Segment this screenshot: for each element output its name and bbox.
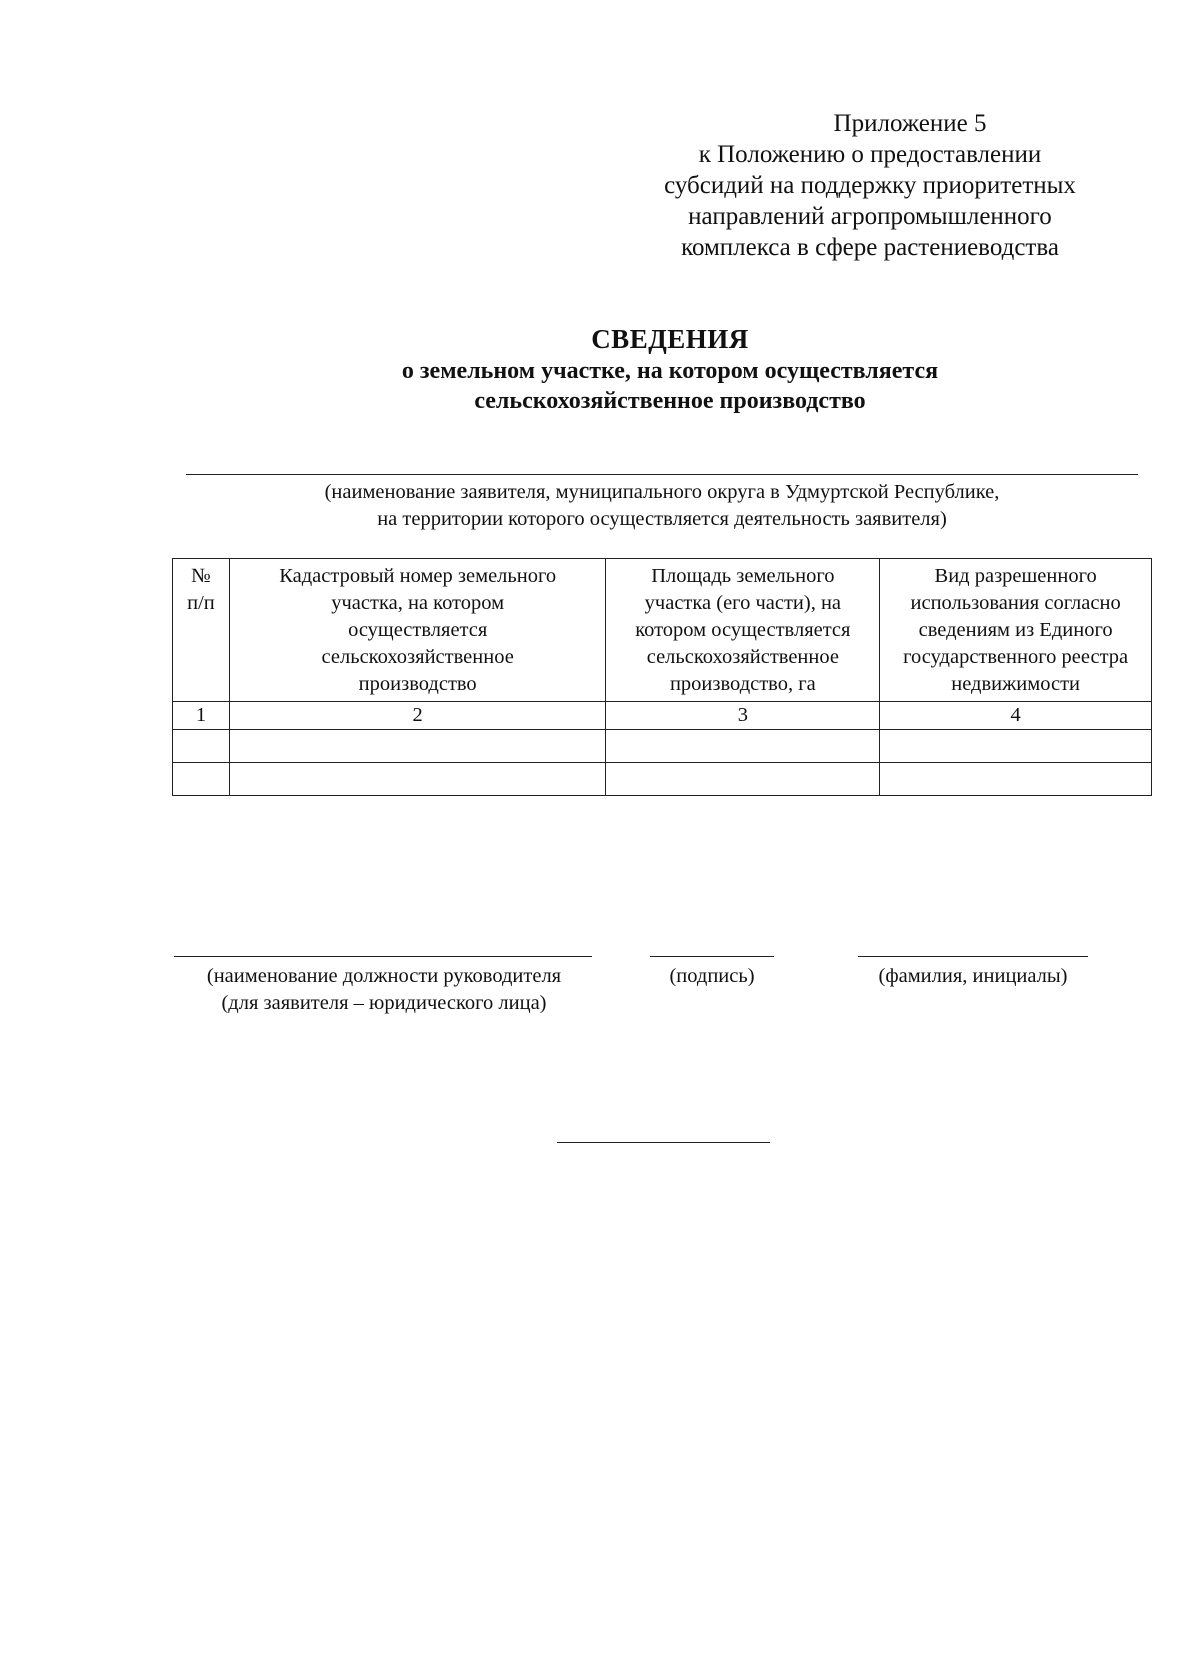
header-text: участка, на котором xyxy=(331,592,505,614)
signature-line xyxy=(650,956,774,957)
table-cell[interactable] xyxy=(880,730,1152,763)
appendix-line: субсидий на поддержку приоритетных xyxy=(664,172,1076,199)
table-cell[interactable] xyxy=(880,763,1152,796)
table-cell[interactable] xyxy=(606,730,880,763)
header-text: использования согласно xyxy=(910,592,1121,614)
appendix-line: к Положению о предоставлении xyxy=(698,141,1042,168)
header-text: участка (его части), на xyxy=(644,592,842,614)
applicant-caption-line: на территории которого осуществляется деятельность заявителя) xyxy=(377,508,947,530)
land-plot-table xyxy=(172,558,1152,796)
table-cell[interactable] xyxy=(173,730,230,763)
header-text: Площадь земельного xyxy=(651,565,835,587)
column-number-row xyxy=(173,702,1152,730)
position-caption-line: (наименование должности руководителя xyxy=(206,965,562,987)
title-sub-line: сельскохозяйственное производство xyxy=(474,388,866,414)
applicant-name-line xyxy=(186,474,1138,475)
name-caption: (фамилия, инициалы) xyxy=(878,965,1068,987)
header-text: № xyxy=(191,565,211,587)
name-signature-line xyxy=(858,956,1088,957)
header-text: п/п xyxy=(187,592,215,614)
header-text: производство, га xyxy=(669,673,816,695)
header-text: недвижимости xyxy=(951,673,1081,695)
header-text: сельскохозяйственное xyxy=(321,646,514,668)
appendix-header xyxy=(620,108,1120,263)
header-text: Кадастровый номер земельного xyxy=(279,565,557,587)
column-number-cell: 1 xyxy=(173,702,230,730)
header-cell-area xyxy=(606,559,880,702)
header-text: сведениям из Единого xyxy=(918,619,1113,641)
column-number-cell: 4 xyxy=(880,702,1152,730)
table-header-row xyxy=(173,559,1152,702)
header-cell-number xyxy=(173,559,230,702)
table-row xyxy=(173,763,1152,796)
title-sub-line: о земельном участке, на котором осуществляется xyxy=(401,358,939,384)
header-text: котором осуществляется xyxy=(635,619,851,641)
table-cell[interactable] xyxy=(229,763,606,796)
document-title xyxy=(200,322,1140,416)
signature-caption: (подпись) xyxy=(669,965,755,987)
position-caption xyxy=(164,963,604,1017)
header-cell-cadastral xyxy=(229,559,606,702)
table-cell[interactable] xyxy=(606,763,880,796)
header-text: производство xyxy=(358,673,477,695)
table-cell[interactable] xyxy=(229,730,606,763)
title-main: СВЕДЕНИЯ xyxy=(591,324,749,354)
appendix-line: направлений агропромышленного xyxy=(688,203,1052,230)
table-cell[interactable] xyxy=(173,763,230,796)
table-row xyxy=(173,730,1152,763)
appendix-line: комплекса в сфере растениеводства xyxy=(681,234,1059,261)
position-caption-line: (для заявителя – юридического лица) xyxy=(221,992,547,1014)
document-end-line xyxy=(557,1142,770,1143)
applicant-caption xyxy=(186,479,1138,533)
header-text: Вид разрешенного xyxy=(934,565,1097,587)
header-cell-permitted-use xyxy=(880,559,1152,702)
header-text: государственного реестра xyxy=(903,646,1129,668)
position-signature-line xyxy=(174,956,592,957)
applicant-caption-line: (наименование заявителя, муниципального округа в Удмуртской Республике, xyxy=(324,481,1000,503)
header-text: осуществляется xyxy=(348,619,488,641)
column-number-cell: 3 xyxy=(606,702,880,730)
appendix-line: Приложение 5 xyxy=(833,110,987,137)
header-text: сельскохозяйственное xyxy=(646,646,839,668)
column-number-cell: 2 xyxy=(229,702,606,730)
